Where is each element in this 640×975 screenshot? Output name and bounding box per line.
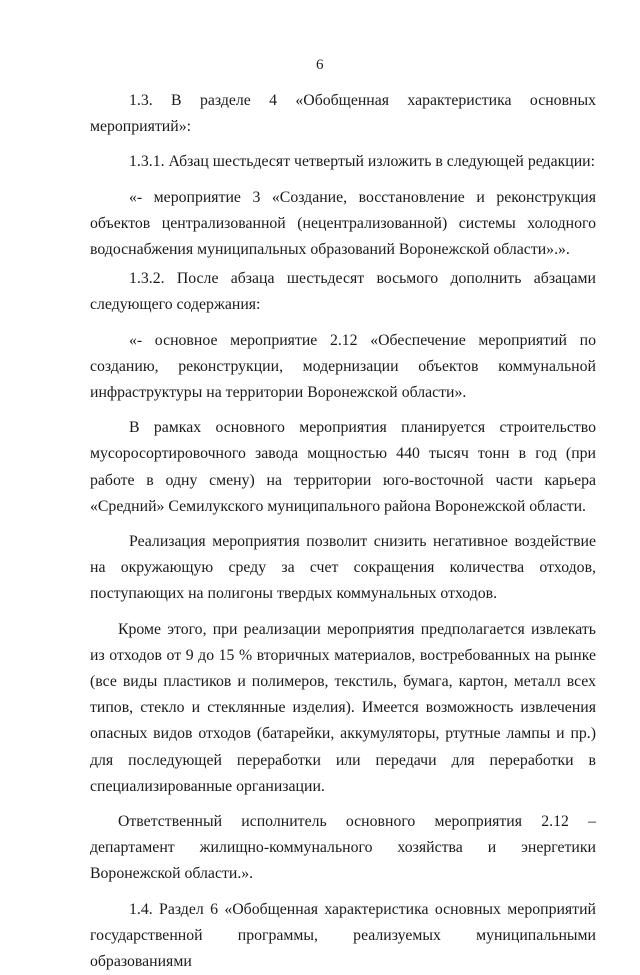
page-number: 6 <box>316 57 324 73</box>
paragraph-plant-construction: В рамках основного мероприятия планируется строительство мусоросортировочного завода мощностью 440 тысяч тонн в год (при работе в одну смену) на территории юго-восточной части карьера «Средний» Семилукского муниципального района Воронежской области. <box>90 419 596 515</box>
paragraph-secondary-materials: Кроме этого, при реализации мероприятия предполагается извлекать из отходов от 9 до 15 % вторичных материалов, востребованных на рынке (все виды пластиков и полимеров, текстиль, бумага, картон, металл всех типов, стекло и стеклянные изделия). Имеется возможность извлечения опасных видов отходов (батарейки, аккумуляторы, ртутные лампы и пр.) для последующей переработки или передачи для переработки в специализированные организации. <box>90 620 596 795</box>
paragraph-section-1-3: 1.3. В разделе 4 «Обобщенная характеристика основных мероприятий»: <box>90 92 596 136</box>
paragraph-measure-2-12: «- основное мероприятие 2.12 «Обеспечение мероприятий по созданию, реконструкции, модернизации объектов коммунальной инфраструктуры на территории Воронежской области». <box>90 331 596 402</box>
paragraph-section-1-4: 1.4. Раздел 6 «Обобщенная характеристика основных мероприятий государственной программы, реализуемых муниципальными образованиями <box>90 900 596 971</box>
paragraph-measure-3: «- мероприятие 3 «Создание, восстановление и реконструкция объектов централизованной (нецентрализованной) системы холодного водоснабжения муниципальных образований Воронежской области».». <box>90 188 596 259</box>
document-body <box>90 88 596 975</box>
paragraph-environmental-impact: Реализация мероприятия позволит снизить негативное воздействие на окружающую среду за счет сокращения количества отходов, поступающих на полигоны твердых коммунальных отходов. <box>90 533 596 603</box>
paragraph-responsible-executor: Ответственный исполнитель основного мероприятия 2.12 – департамент жилищно-коммунального хозяйства и энергетики Воронежской области.». <box>90 813 596 883</box>
paragraph-section-1-3-2: 1.3.2. После абзаца шестьдесят восьмого дополнить абзацами следующего содержания: <box>90 270 596 314</box>
paragraph-section-1-3-1: 1.3.1. Абзац шестьдесят четвертый изложить в следующей редакции: <box>129 153 596 171</box>
